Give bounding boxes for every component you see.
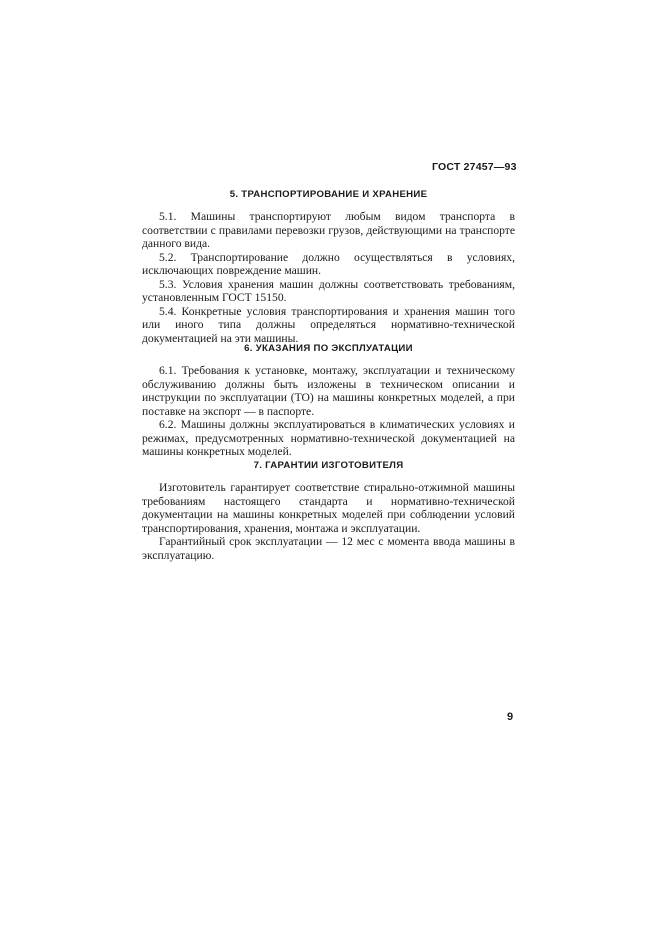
paragraph: Изготовитель гарантирует соответствие стирально-отжимной машины требованиям настоящего стандарта и нормативно-технической документации на машины конкретных моделей при соблюдении условий транспортирования, хранения, монтажа и эксплуатации. [142, 481, 515, 535]
paragraph: 5.4. Конкретные условия транспортирования и хранения машин того или иного типа должны определяться нормативно-технической документацией на эти машины. [142, 304, 515, 345]
section-operation-instructions [142, 343, 515, 459]
paragraph: 5.2. Транспортирование должно осуществляться в условиях, исключающих повреждение машин. [142, 250, 515, 277]
page-number: 9 [507, 711, 514, 723]
paragraph: Гарантийный срок эксплуатации — 12 мес с момента ввода машины в эксплуатацию. [142, 535, 515, 562]
section-title: 7. ГАРАНТИИ ИЗГОТОВИТЕЛЯ [253, 460, 404, 471]
paragraph: 5.3. Условия хранения машин должны соответствовать требованиям, установленным ГОСТ 15150. [142, 277, 515, 304]
paragraph: 6.2. Машины должны эксплуатироваться в климатических условиях и режимах, предусмотренных нормативно-технической документацией на машины конкретных моделей. [142, 418, 515, 458]
paragraph: 5.1. Машины транспортируют любым видом транспорта в соответствии с правилами перевозки грузов, действующими на транспорте данного вида. [142, 210, 515, 250]
paragraph: 6.1. Требования к установке, монтажу, эксплуатации и техническому обслуживанию должны быть изложены в техническом описании и инструкции по эксплуатации (ТО) на машины конкретных моделей, а при поставке на экспорт — в паспорте. [142, 364, 515, 418]
document-code: ГОСТ 27457—93 [432, 161, 517, 173]
section-title: 5. ТРАНСПОРТИРОВАНИЕ И ХРАНЕНИЕ [229, 189, 428, 200]
section-title: 6. УКАЗАНИЯ ПО ЭКСПЛУАТАЦИИ [244, 343, 413, 354]
section-transport-storage [142, 189, 515, 345]
section-manufacturer-warranty [142, 460, 515, 562]
